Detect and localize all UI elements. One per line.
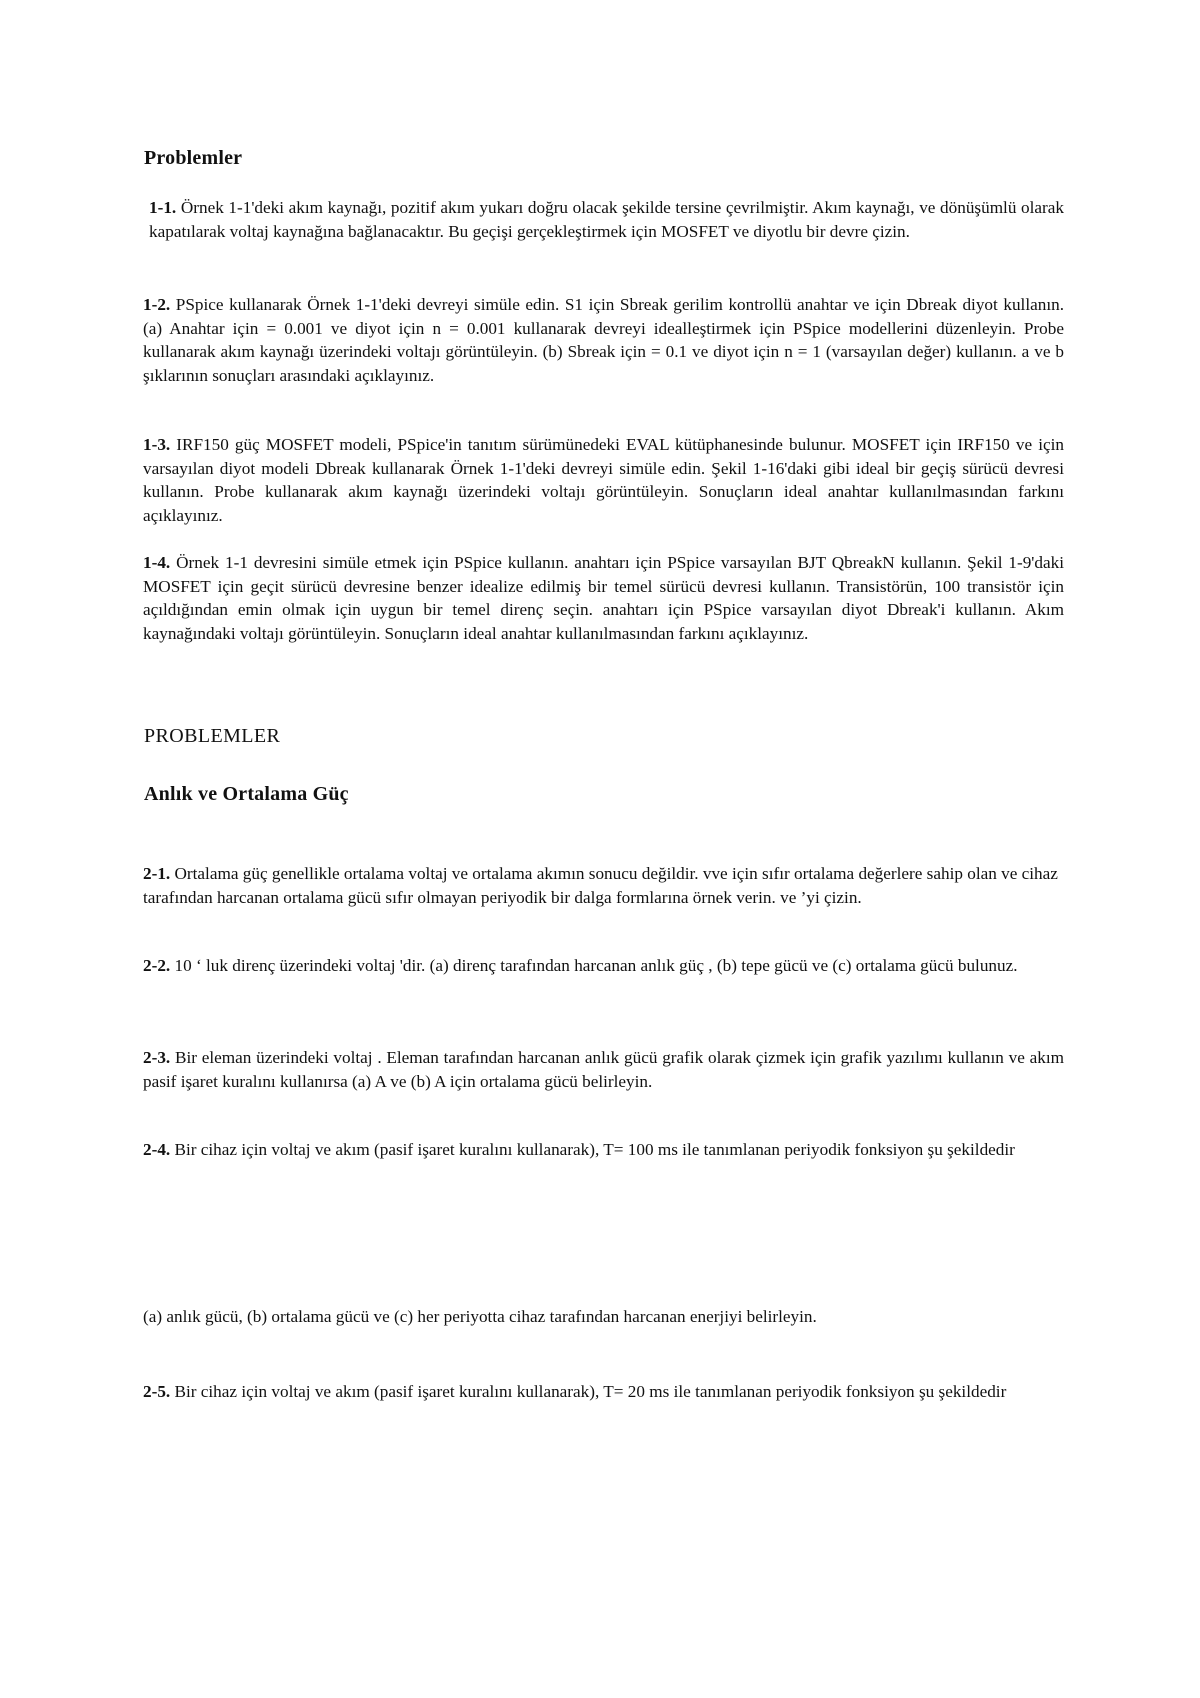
problem-2-3	[143, 1046, 1064, 1093]
problem-text: (a) anlık gücü, (b) ortalama gücü ve (c) her periyotta cihaz tarafından harcanan enerjiyi belirleyin.	[143, 1307, 817, 1326]
section-subtitle: Anlık ve Ortalama Güç	[144, 783, 349, 805]
problem-number: 2-2.	[143, 956, 171, 975]
problem-text: PSpice kullanarak Örnek 1-1'deki devreyi simüle edin. S1 için Sbreak gerilim kontrollü anahtar ve için Dbreak diyot kullanın. (a) Anahtar için = 0.001 ve diyot için n = 0.001 kullanarak devreyi idealleştirmek için PSpice modellerini düzenleyin. Probe kullanarak akım kaynağı üzerindeki voltajı görüntüleyin. (b) Sbreak için = 0.1 ve diyot için n = 1 (varsayılan değer) kullanın. a ve b şıklarının sonuçları arasındaki açıklayınız.	[143, 295, 1064, 385]
section-title: Problemler	[144, 147, 243, 169]
problem-text: Bir cihaz için voltaj ve akım (pasif işaret kuralını kullanarak), T= 100 ms ile tanımlanan periyodik fonksiyon şu şekildedir	[170, 1140, 1015, 1159]
problem-number: 1-2.	[143, 295, 171, 314]
problem-text: Örnek 1-1 devresini simüle etmek için PSpice kullanın. anahtarı için PSpice varsayılan BJT QbreakN kullanın. Şekil 1-9'daki MOSFET için geçit sürücü devresine benzer idealize edilmiş bir temel sürücü devresi kullanın. Transistörün, 100 transistör için açıldığından emin olmak için uygun bir temel direnç seçin. anahtarı için PSpice varsayılan diyot Dbreak'i kullanın. Akım kaynağındaki voltajı görüntüleyin. Sonuçların ideal anahtar kullanılmasından farkını açıklayınız.	[143, 553, 1064, 643]
problem-number: 1-1.	[149, 198, 177, 217]
problem-1-2	[143, 293, 1064, 387]
problem-text: Örnek 1-1'deki akım kaynağı, pozitif akım yukarı doğru olacak şekilde tersine çevrilmiştir. Akım kaynağı, ve dönüşümlü olarak kapatılarak voltaj kaynağına bağlanacaktır. Bu geçişi gerçekleştirmek için MOSFET ve diyotlu bir devre çizin.	[149, 198, 1064, 241]
section-title-caps: PROBLEMLER	[144, 725, 281, 747]
problem-number: 1-4.	[143, 553, 171, 572]
problem-2-2	[143, 954, 1064, 978]
problem-text: IRF150 güç MOSFET modeli, PSpice'in tanıtım sürümünedeki EVAL kütüphanesinde bulunur. MOSFET için IRF150 ve için varsayılan diyot modeli Dbreak kullanarak Örnek 1-1'deki devreyi simüle edin. Şekil 1-16'daki gibi ideal bir geçiş sürücü devresi kullanın. Probe kullanarak akım kaynağı üzerindeki voltajı görüntüleyin. Sonuçların ideal anahtar kullanılmasından farkını açıklayınız.	[143, 435, 1064, 525]
problem-1-4	[143, 551, 1064, 645]
problem-2-5	[143, 1380, 1064, 1404]
problem-number: 2-3.	[143, 1048, 171, 1067]
problem-text: Bir cihaz için voltaj ve akım (pasif işaret kuralını kullanarak), T= 20 ms ile tanımlanan periyodik fonksiyon şu şekildedir	[170, 1382, 1007, 1401]
problem-2-4	[143, 1138, 1064, 1162]
problem-number: 1-3.	[143, 435, 171, 454]
problem-number: 2-1.	[143, 864, 171, 883]
problem-text: Ortalama güç genellikle ortalama voltaj ve ortalama akımın sonucu değildir. vve için sıfır ortalama değerlere sahip olan ve cihaz tarafından harcanan ortalama gücü sıfır olmayan periyodik bir dalga formlarına örnek verin. ve ’yi çizin.	[143, 864, 1058, 907]
problem-1-1	[149, 196, 1064, 243]
problem-number: 2-4.	[143, 1140, 171, 1159]
problem-text: Bir eleman üzerindeki voltaj . Eleman tarafından harcanan anlık gücü grafik olarak çizmek için grafik yazılımı kullanın ve akım pasif işaret kuralını kullanırsa (a) A ve (b) A için ortalama gücü belirleyin.	[143, 1048, 1064, 1091]
problem-2-1	[143, 862, 1064, 909]
problem-2-4-questions	[143, 1305, 1064, 1329]
problem-number: 2-5.	[143, 1382, 171, 1401]
problem-text: 10 ‘ luk direnç üzerindeki voltaj 'dir. (a) direnç tarafından harcanan anlık güç , (b) tepe gücü ve (c) ortalama gücü bulunuz.	[170, 956, 1018, 975]
problem-1-3	[143, 433, 1064, 527]
